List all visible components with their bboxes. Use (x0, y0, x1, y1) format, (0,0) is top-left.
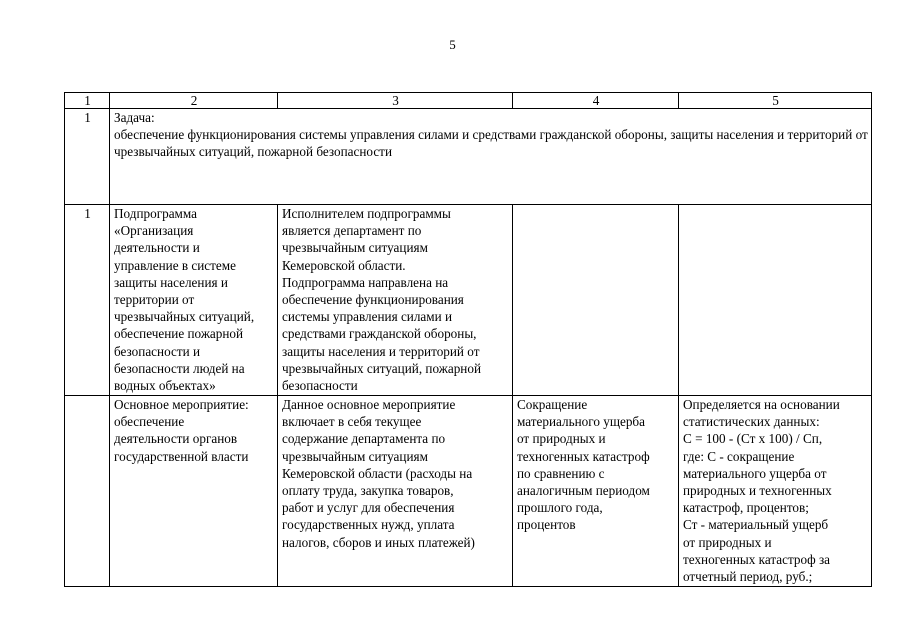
column-number-5: 5 (679, 93, 872, 109)
task-label: Задача: (114, 110, 155, 125)
indicator-table (64, 92, 872, 587)
task-cell (110, 109, 872, 205)
column-number-2: 2 (110, 93, 278, 109)
page-number: 5 (449, 37, 456, 52)
table-header-row (65, 93, 872, 109)
main-activity-indicator-cell: Сокращение материального ущерба от природных и техногенных катастроф по сравнению с аналогичным периодом прошлого года, процентов (513, 396, 679, 587)
subprogram-row (65, 205, 872, 396)
subprogram-name-cell: Подпрограмма «Организация деятельности и управление в системе защиты населения и территории от чрезвычайных ситуаций, обеспечение пожарной безопасности и безопасности людей на водных объектах» (110, 205, 278, 396)
subprogram-row-number: 1 (65, 205, 110, 396)
column-number-4: 4 (513, 93, 679, 109)
main-activity-name-cell: Основное мероприятие: обеспечение деятельности органов государственной власти (110, 396, 278, 587)
main-activity-description-cell: Данное основное мероприятие включает в себя текущее содержание департамента по чрезвычайным ситуациям Кемеровской области (расходы на оплату труда, закупка товаров, работ и услуг для обеспечения государственных нужд, уплата налогов, сборов и иных платежей) (278, 396, 513, 587)
column-number-1: 1 (65, 93, 110, 109)
subprogram-method-cell (679, 205, 872, 396)
task-row (65, 109, 872, 205)
main-activity-method-cell: Определяется на основании статистических данных: С = 100 - (Ст х 100) / Сп, где: С - сокращение материального ущерба от природных и техногенных катастроф, процентов; Ст - материальный ущерб от природных и техногенных катастроф за отчетный период, руб.; (679, 396, 872, 587)
task-row-number: 1 (65, 109, 110, 205)
subprogram-indicator-cell (513, 205, 679, 396)
subprogram-description-cell: Исполнителем подпрограммы является департамент по чрезвычайным ситуациям Кемеровской области. Подпрограмма направлена на обеспечение функционирования системы управления силами и средствами гражданской обороны, защиты населения и территорий от чрезвычайных ситуаций, пожарной безопасности (278, 205, 513, 396)
main-activity-row-number (65, 396, 110, 587)
main-activity-row (65, 396, 872, 587)
task-text: обеспечение функционирования системы управления силами и средствами гражданской обороны, защиты населения и территорий от чрезвычайных ситуаций, пожарной безопасности (114, 127, 868, 160)
column-number-3: 3 (278, 93, 513, 109)
